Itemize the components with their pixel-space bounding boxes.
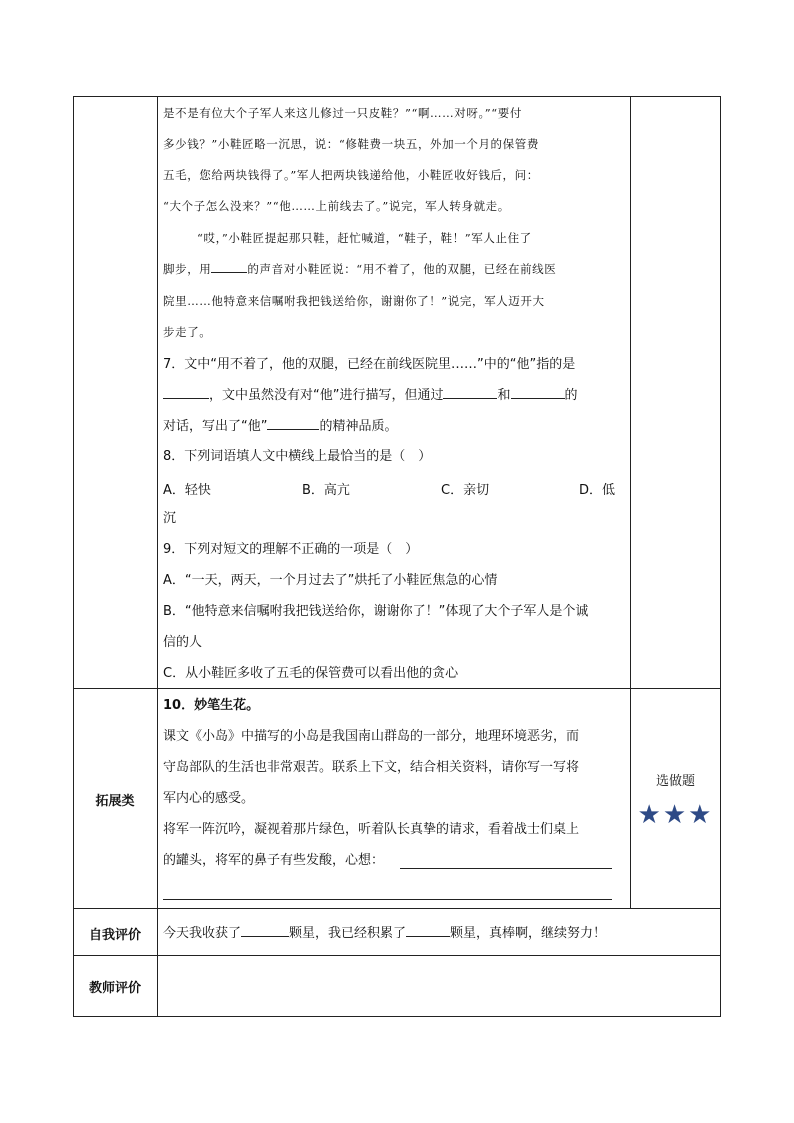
q8-option-c[interactable]: C．亲切 bbox=[441, 483, 490, 498]
extension-label: 拓展类 bbox=[95, 794, 135, 809]
passage-line-3: 五毛，您给两块钱得了。”军人把两块钱递给他，小鞋匠收好钱后，问： bbox=[163, 168, 539, 182]
row-divider-extension bbox=[73, 688, 721, 689]
q8-option-b[interactable]: B．高亢 bbox=[302, 483, 350, 498]
extension-line-3: 军内心的感受。 bbox=[163, 791, 255, 806]
q8-option-a[interactable]: A．轻快 bbox=[163, 483, 211, 498]
optional-label: 选做题 bbox=[655, 774, 695, 789]
self-eval-blank-1[interactable] bbox=[241, 924, 289, 937]
difficulty-stars: ★★★ bbox=[637, 800, 714, 830]
q7-line-2 bbox=[163, 386, 578, 405]
answer-blank-tone[interactable] bbox=[211, 260, 247, 273]
self-eval-text-a: 今天我收获了 bbox=[163, 926, 242, 941]
self-eval-blank-2[interactable] bbox=[406, 924, 450, 937]
q8-option-d[interactable]: D．低 bbox=[579, 483, 616, 498]
q9-stem: 9．下列对短文的理解不正确的一项是（ ） bbox=[163, 542, 419, 557]
q9-option-b-line-1[interactable]: B．“他特意来信嘱咐我把钱送给你，谢谢你了！”体现了大个子军人是个诚 bbox=[163, 604, 589, 619]
q7-text-c: 的 bbox=[564, 388, 578, 403]
q9-option-a[interactable]: A．“一天，两天，一个月过去了”烘托了小鞋匠焦急的心情 bbox=[163, 573, 498, 588]
extension-line-4: 将军一阵沉吟，凝视着那片绿色，听着队长真挚的请求，看着战士们桌上 bbox=[163, 822, 580, 837]
self-eval-text bbox=[163, 924, 606, 943]
extension-line-5: 的罐头，将军的鼻子有些发酸，心想： bbox=[163, 853, 385, 868]
q7-line-3 bbox=[163, 417, 398, 436]
extension-title: 10．妙笔生花。 bbox=[163, 698, 260, 713]
passage-p2-text-b: 的声音对小鞋匠说：“用不着了，他的双腿，已经在前线医 bbox=[247, 262, 557, 276]
q9-option-b-line-2: 信的人 bbox=[163, 635, 203, 650]
self-eval-text-b: 颗星，我已经积累了 bbox=[289, 926, 407, 941]
self-eval-text-c: 颗星，真棒啊，继续努力！ bbox=[450, 926, 607, 941]
teacher-eval-cell[interactable] bbox=[158, 956, 720, 1016]
passage-line-4: “大个子怎么没来？”“他……上前线去了。”说完，军人转身就走。 bbox=[163, 199, 510, 213]
q7-text-d: 对话，写出了“他” bbox=[163, 419, 268, 434]
q7-line-1: 7．文中“用不着了，他的双腿，已经在前线医院里……”中的“他”指的是 bbox=[163, 357, 576, 372]
q8-stem: 8．下列词语填人文中横线上最恰当的是（ ） bbox=[163, 449, 432, 464]
writing-line-1[interactable] bbox=[400, 868, 612, 869]
q7-blank-2[interactable] bbox=[443, 386, 497, 399]
teacher-eval-label: 教师评价 bbox=[88, 981, 141, 996]
passage-line-1: 是不是有位大个子军人来这儿修过一只皮鞋？”“啊……对呀。”“要付 bbox=[163, 106, 522, 120]
extension-line-2: 守岛部队的生活也非常艰苦。联系上下文，结合相关资料，请你写一写将 bbox=[163, 760, 580, 775]
q7-blank-3[interactable] bbox=[511, 386, 565, 399]
q7-blank-4[interactable] bbox=[267, 417, 319, 430]
q7-blank-1[interactable] bbox=[163, 386, 209, 399]
q7-text-a: ，文中虽然没有对“他”进行描写，但通过 bbox=[209, 388, 444, 403]
row-divider-self-eval bbox=[73, 908, 721, 909]
q8-option-d-wrap: 沉 bbox=[163, 511, 177, 526]
q7-text-e: 的精神品质。 bbox=[319, 419, 398, 434]
passage-p2-line-4: 步走了。 bbox=[163, 325, 212, 339]
q7-text-b: 和 bbox=[497, 388, 511, 403]
self-eval-label: 自我评价 bbox=[88, 928, 141, 943]
extension-line-1: 课文《小岛》中描写的小岛是我国南山群岛的一部分，地理环境恶劣，而 bbox=[163, 729, 580, 744]
passage-p2-text-a: 脚步，用 bbox=[163, 262, 212, 276]
passage-p2-line-3: 院里……他特意来信嘱咐我把钱送给你，谢谢你了！”说完，军人迈开大 bbox=[163, 294, 545, 308]
passage-line-2: 多少钱？”小鞋匠略一沉思，说：“修鞋费一块五，外加一个月的保管费 bbox=[163, 137, 539, 151]
q9-option-c[interactable]: C．从小鞋匠多收了五毛的保管费可以看出他的贪心 bbox=[163, 666, 459, 681]
left-column-divider bbox=[157, 96, 158, 1017]
writing-line-2[interactable] bbox=[163, 899, 612, 900]
passage-p2-line-1: “哎，”小鞋匠提起那只鞋，赶忙喊道，“鞋子，鞋！”军人止住了 bbox=[197, 231, 532, 245]
passage-p2-line-2 bbox=[163, 260, 556, 278]
